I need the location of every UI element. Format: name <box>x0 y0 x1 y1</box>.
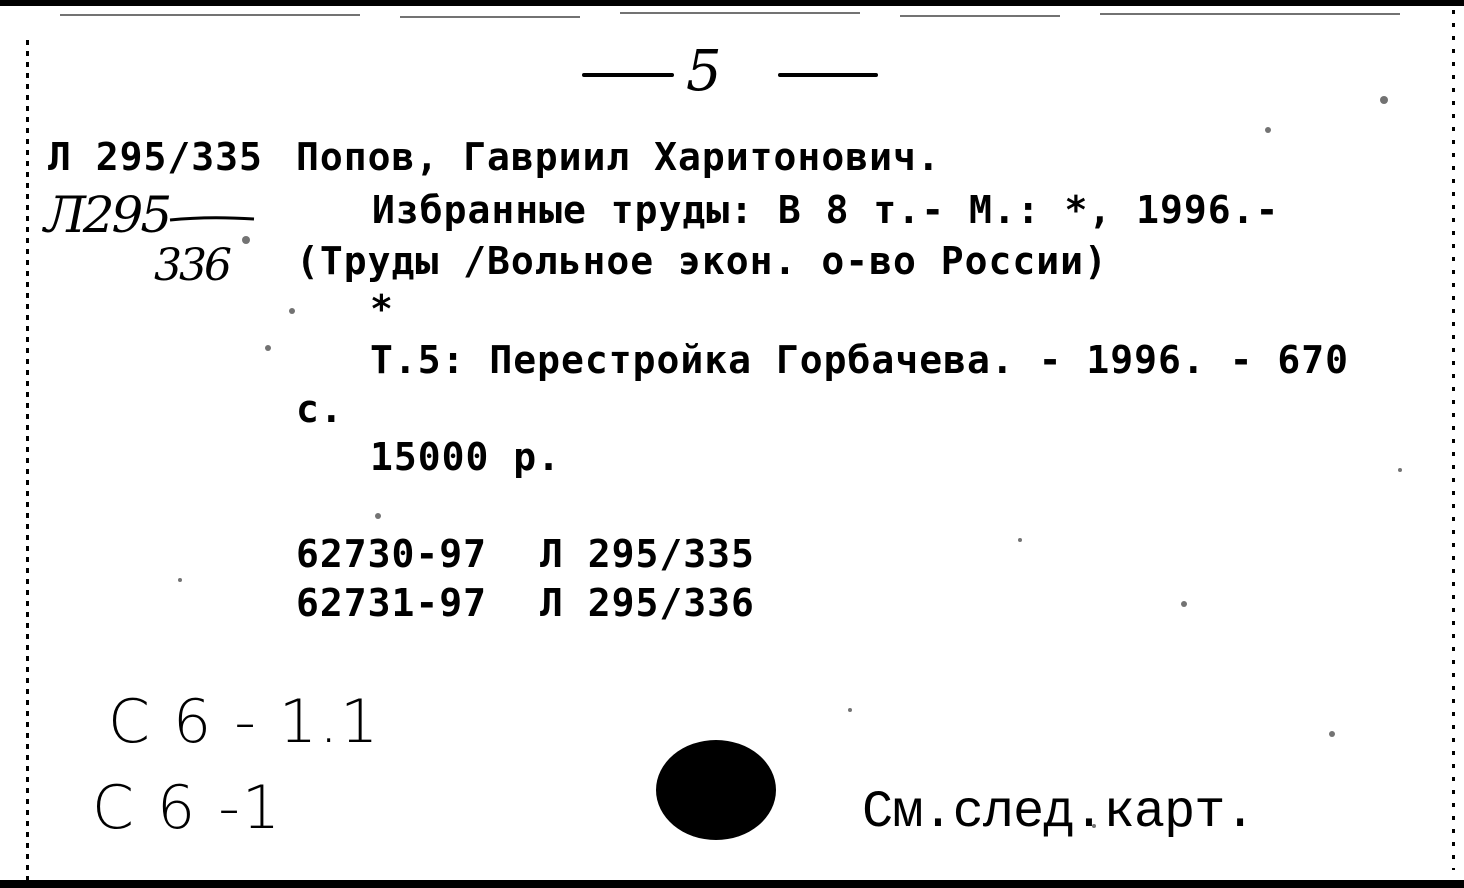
handwritten-underline <box>168 208 258 228</box>
volume-line-1: Т.5: Перестройка Горбачева. - 1996. - 670 <box>370 338 1349 382</box>
price: 15000 р. <box>370 435 562 479</box>
page-number-right-dash <box>778 73 878 77</box>
page-number-left-dash <box>582 73 674 77</box>
handwritten-shelfmark-bottom: 336 <box>154 240 229 291</box>
author-heading: Попов, Гавриил Харитонович. <box>296 135 941 179</box>
page-number: 5 <box>686 39 722 104</box>
handwritten-code: С 6 - 1.1 <box>108 687 381 757</box>
series-line: (Труды /Вольное экон. о-во России) <box>296 239 1108 283</box>
title-line: Избранные труды: В 8 т.- М.: *, 1996.- <box>372 188 1280 232</box>
inventory-number: 62730-97 <box>296 532 488 576</box>
handwritten-code: С 6 -1 <box>92 773 283 843</box>
inventory-shelfmark: Л 295/335 <box>540 532 755 576</box>
inventory-shelfmark: Л 295/336 <box>540 581 755 625</box>
punch-hole <box>656 740 776 840</box>
inventory-number: 62731-97 <box>296 581 488 625</box>
separator-mark: * <box>370 287 394 331</box>
volume-line-2: с. <box>296 387 344 431</box>
continuation-stamp: См.след.карт. <box>862 783 1255 842</box>
handwritten-shelfmark-top: Л295 <box>44 186 170 244</box>
shelfmark-printed: Л 295/335 <box>48 135 263 179</box>
